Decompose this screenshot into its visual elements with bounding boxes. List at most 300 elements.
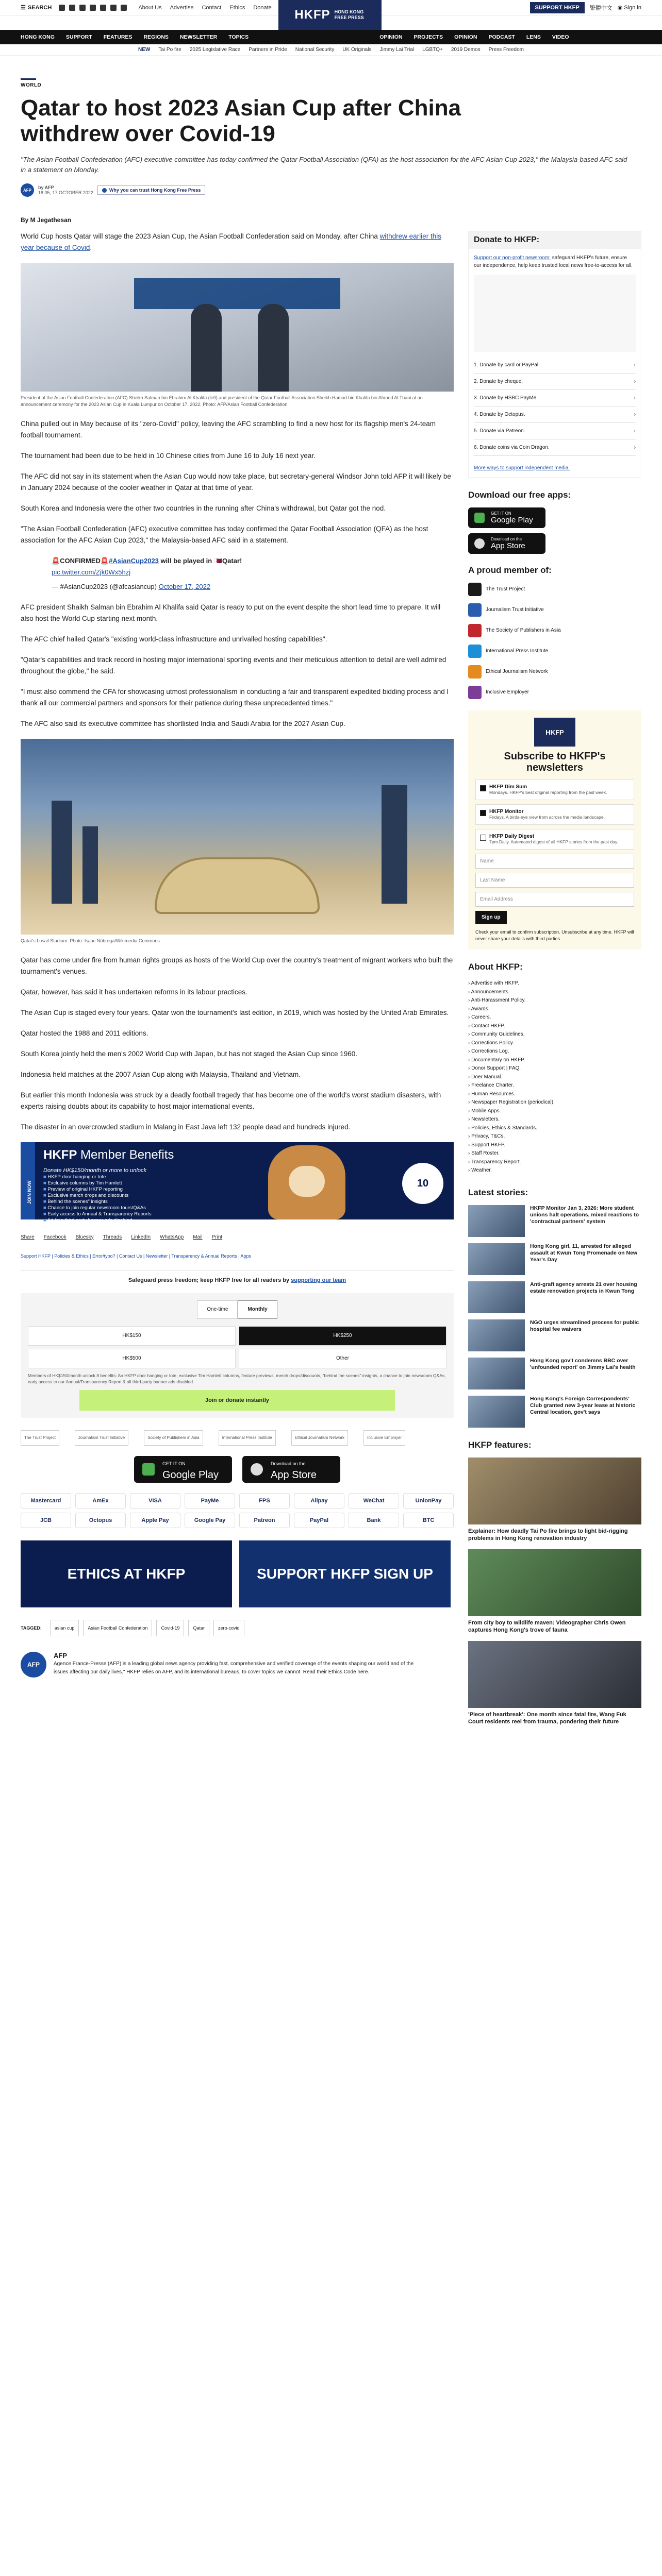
newsletter-option[interactable]: [475, 779, 634, 800]
subnav-item[interactable]: Partners in Pride: [249, 47, 287, 53]
app-small: GET IT ON: [162, 1461, 186, 1466]
name-field[interactable]: Name: [475, 854, 634, 869]
mascot-illustration: [268, 1145, 345, 1219]
linkedin-icon[interactable]: [110, 5, 117, 11]
paragraph: "I must also commend the CFA for showcasing utmost professionalism in conducting a fair and transparent expedited bidding process and I thank all our commercial partners and sponsors for their patience during these unprecedented times.": [21, 688, 449, 707]
freq-monthly[interactable]: Monthly: [238, 1300, 277, 1319]
photo-caption: President of the Asian Football Confederation (AFC) Sheikh Salman bin Ebrahim Al Khalifa (left) and president of the Qatar Football Association Sheikh Hamad bin Khalifa bin Ahmed Al Thani at an announcement ceremony for the 2023 Asian Cup in Kuala Lumpur on October 17, 2022. Photo: AFP/Asian Football Confederation.: [21, 395, 423, 407]
about-link[interactable]: › Community Guidelines.: [468, 1030, 641, 1039]
embedded-tweet: [21, 555, 454, 592]
member-name: Ethical Journalism Network: [486, 669, 548, 674]
benefit-item: ■ Behind the scenes" insights: [43, 1199, 152, 1205]
sidebar-app-buttons: [468, 507, 641, 554]
hamburger-icon: ☰: [21, 5, 26, 11]
partner-logo[interactable]: International Press Institute: [219, 1430, 276, 1446]
paragraph: The AFC did not say in its statement when the Asian Cup would now take place, but secretary-general Windsor John told AFP it will likely be in January 2024 because of the cooler weather in Qatar at that time of year.: [21, 472, 451, 492]
language-link[interactable]: 繁體中文: [589, 5, 613, 11]
nav-item[interactable]: LENS: [526, 34, 541, 40]
member-name: The Society of Publishers in Asia: [486, 628, 561, 633]
story-item[interactable]: [468, 1396, 641, 1428]
promo-title-rest: Member Benefits: [77, 1148, 174, 1162]
partner-logo[interactable]: Ethical Journalism Network: [291, 1430, 348, 1446]
subnav-item[interactable]: Press Freedom: [488, 47, 524, 53]
partner-logo[interactable]: Society of Publishers in Asia: [144, 1430, 203, 1446]
subnav-item[interactable]: 2019 Demos: [451, 47, 481, 53]
byline-author[interactable]: by AFP: [38, 185, 54, 190]
newsletter-option[interactable]: [475, 804, 634, 825]
story-thumbnail: [468, 1358, 525, 1389]
feature-image[interactable]: [468, 1458, 641, 1524]
tweet-line: [52, 555, 454, 567]
partner-logo[interactable]: Journalism Trust Initiative: [75, 1430, 128, 1446]
ipi-icon: [468, 645, 482, 658]
byline: [21, 183, 205, 197]
tag-chip[interactable]: zero-covid: [213, 1620, 244, 1636]
footer-links[interactable]: Support HKFP | Policies & Ethics | Error/typo? | Contact Us | Newsletter | Transparency & Annual Reports | Apps: [21, 1253, 252, 1259]
partner-logos: [21, 1430, 454, 1446]
nav-item[interactable]: VIDEO: [552, 34, 569, 40]
donate-graphic: [474, 275, 636, 352]
photo-backdrop: [134, 278, 340, 309]
donate-ways: [474, 357, 636, 456]
promo-title-bold: HKFP: [43, 1148, 77, 1162]
paragraph: "The Asian Football Confederation (AFC) executive committee has today confirmed the Qatar Football Association (QFA) as the host association for the AFC Asian Cup 2023," the Malaysia-based AFC said in a statement.: [21, 525, 428, 544]
story-item[interactable]: [468, 1243, 641, 1275]
about-link[interactable]: › Weather.: [468, 1166, 641, 1175]
feature-title[interactable]: 'Piece of heartbreak': One month since fatal fire, Wang Fuk Court residents reel from trauma, pondering their future: [468, 1711, 626, 1725]
about-link[interactable]: › Advertise with HKFP.: [468, 979, 641, 988]
nav-item[interactable]: REGIONS: [143, 34, 169, 40]
email-field[interactable]: Email Address: [475, 892, 634, 907]
inline-link[interactable]: withdrew earlier this year because of Covid: [21, 232, 441, 251]
tweet-source: — #AsianCup2023 (@afcasiancup): [52, 583, 159, 590]
tag-chip[interactable]: asian cup: [50, 1620, 79, 1636]
donate-intro-text: safeguard HKFP's future, ensure our independence, help keep trusted local news free-to-access for all.: [474, 255, 633, 268]
promo-tagline: Donate HK$150/month or more to unlock: [43, 1167, 146, 1174]
donate-way-label: 5. Donate via Patreon.: [474, 428, 525, 434]
about-link[interactable]: › Support HKFP.: [468, 1141, 641, 1150]
app-small: Download on the: [271, 1461, 306, 1466]
ejn-icon: [468, 665, 482, 679]
feature-image[interactable]: [468, 1549, 641, 1616]
trust-icon: [102, 188, 107, 193]
tag-list: [21, 1620, 454, 1636]
author-avatar[interactable]: AFP: [21, 183, 34, 197]
app-small: GET IT ON: [491, 511, 511, 516]
payment-logo[interactable]: WeChat: [349, 1493, 399, 1509]
share-bluesky-button[interactable]: Bluesky: [75, 1234, 94, 1240]
social-icons: [59, 5, 127, 11]
subnav-item[interactable]: Tai Po fire: [158, 47, 181, 53]
search-label: SEARCH: [27, 4, 52, 11]
photo-figure: [191, 304, 222, 392]
subnav-item[interactable]: 2025 Legislative Race: [189, 47, 241, 53]
about-link[interactable]: › Transparency Report.: [468, 1158, 641, 1167]
benefit-item: ■ Exclusive columns by Tim Hamlett: [43, 1180, 152, 1187]
donate-way[interactable]: [474, 374, 636, 390]
bio-text: [54, 1652, 415, 1677]
signup-button[interactable]: Sign up: [475, 911, 507, 924]
paragraph: [21, 231, 454, 253]
safe-text: Safeguard press freedom; keep HKFP free for all readers by: [128, 1277, 291, 1283]
inclusive-employer-icon: [468, 686, 482, 699]
payment-logo[interactable]: Octopus: [75, 1513, 126, 1528]
chevron-right-icon: ›: [634, 379, 636, 384]
share-label: Share: [21, 1234, 35, 1240]
share-mail-button[interactable]: Mail: [193, 1234, 203, 1240]
paragraph: South Korea jointly held the men's 2002 World Cup with Japan, but has not staged the Asian Cup since 1960.: [21, 1050, 357, 1058]
benefit-item: ■ Ad-free third party banner ads disabled: [43, 1217, 152, 1224]
facebook-icon[interactable]: [59, 5, 65, 11]
nav-item[interactable]: OPINION: [379, 34, 403, 40]
about-link[interactable]: › Documentary on HKFP.: [468, 1056, 641, 1065]
photo-figure: [258, 304, 289, 392]
donate-widget: [21, 1293, 454, 1418]
donate-way-label: 2. Donate by cheque.: [474, 379, 523, 384]
app-store-button[interactable]: [242, 1456, 340, 1483]
about-link[interactable]: › Doer Manual.: [468, 1073, 641, 1082]
paragraph: Qatar, however, has said it has undertaken reforms in its labour practices.: [21, 988, 247, 996]
story-thumbnail: [468, 1396, 525, 1428]
payment-logo[interactable]: Alipay: [294, 1493, 344, 1509]
newsletter-desc: Fridays. A birds-eye view from across the media landscape.: [489, 815, 605, 820]
story-thumbnail: [468, 1281, 525, 1313]
about-link[interactable]: › Mobile Apps.: [468, 1107, 641, 1116]
donate-way[interactable]: [474, 439, 636, 456]
benefit-item: ■ Early access to Annual & Transparency Reports: [43, 1211, 152, 1217]
paragraph: "Qatar's capabilities and track record in hosting major international sporting events and their meticulous attention to detail are well admired throughout the globe," he said.: [21, 656, 446, 675]
promo-title: [43, 1149, 174, 1161]
subnav-item[interactable]: LGBTQ+: [422, 47, 443, 53]
app-big: Google Play: [162, 1469, 219, 1481]
jti-icon: [468, 603, 482, 617]
app-big: Google Play: [491, 516, 533, 524]
paragraph: China pulled out in May because of its "zero-Covid" policy, leaving the AFC scrambling to find a new host for its flagship men's 24-team football tournament.: [21, 420, 436, 439]
story-item[interactable]: [468, 1205, 641, 1237]
x-icon[interactable]: [69, 5, 75, 11]
promo-side-text: JOIN NOW: [27, 1180, 32, 1204]
about-link[interactable]: › Staff Roster.: [468, 1149, 641, 1158]
app-store-button[interactable]: [468, 533, 545, 554]
paragraph: South Korea and Indonesia were the other two countries in the running after China's withdrawal, but Qatar got the nod.: [21, 504, 386, 512]
payment-logo[interactable]: PayPal: [294, 1513, 344, 1528]
paragraph: The disaster in an overcrowded stadium in Malang in East Java left 132 people dead and hundreds injured.: [21, 1123, 351, 1131]
donate-way-label: 1. Donate by card or PayPal.: [474, 362, 540, 368]
more-ways-link[interactable]: More ways to support independent media.: [474, 465, 570, 471]
about-list: [468, 979, 641, 1175]
trust-project-icon: [468, 583, 482, 596]
story-item[interactable]: [468, 1281, 641, 1313]
donate-way-label: 6. Donate coins via Coin Dragon.: [474, 445, 550, 450]
tweet-hashtag[interactable]: #AsianCup2023: [109, 557, 159, 565]
article-author: By M Jegathesan: [21, 216, 72, 224]
partner-logo[interactable]: The Trust Project: [21, 1430, 59, 1446]
newsletter-name: HKFP Daily Digest: [489, 834, 535, 839]
subnav-item[interactable]: UK Originals: [342, 47, 372, 53]
latest-stories: [468, 1205, 641, 1428]
amount-options: [28, 1326, 446, 1368]
chevron-right-icon: ›: [634, 445, 636, 450]
paragraph: The AFC also said its executive committee has shortlisted India and Saudi Arabia for the 2027 Asian Cup.: [21, 720, 345, 727]
nav-item[interactable]: FEATURES: [103, 34, 133, 40]
payment-logo[interactable]: PayMe: [185, 1493, 235, 1509]
kicker-bar: [21, 78, 36, 80]
support-team-link[interactable]: supporting our team: [291, 1277, 346, 1283]
about-heading: About HKFP:: [468, 962, 523, 972]
member-logo[interactable]: [468, 583, 641, 596]
member-logo[interactable]: [468, 665, 641, 679]
benefit-item: ■ Exclusive merch drops and discounts: [43, 1193, 152, 1199]
paragraph: The tournament had been due to be held in 10 Chinese cities from June 16 to July 16 next year.: [21, 452, 316, 460]
user-icon: ◉: [617, 5, 624, 11]
newsletter-logo: HKFP: [534, 718, 575, 747]
google-play-button[interactable]: [134, 1456, 232, 1483]
bio-name[interactable]: AFP: [54, 1652, 67, 1659]
support-hkfp-button[interactable]: SUPPORT HKFP: [530, 2, 585, 13]
story-item[interactable]: [468, 1358, 641, 1389]
member-logo[interactable]: [468, 686, 641, 699]
donate-way[interactable]: [474, 423, 636, 439]
bio-desc: Agence France-Presse (AFP) is a leading global news agency providing fast, comprehensive and verified coverage of the events shaping our world and of the issues affecting our daily lives." HKFP relies on AFP, and its international bureaus, to cover topics we cannot. Read their Ethics Code here.: [54, 1661, 414, 1675]
safeguard-banner: [21, 1270, 454, 1286]
app-small: Download on the: [491, 537, 522, 541]
paragraph: Qatar has come under fire from human rights groups as hosts of the World Cup over the country's treatment of migrant workers who built the tournament's venues.: [21, 956, 453, 975]
story-thumbnail: [468, 1205, 525, 1237]
tweet-text: will be played in 🇶🇦Qatar!: [158, 557, 242, 565]
photo-building: [52, 801, 72, 904]
about-link[interactable]: › Corrections Log.: [468, 1047, 641, 1056]
about-link[interactable]: › Newspaper Registration (periodical).: [468, 1098, 641, 1107]
benefit-item: ■ Preview of original HKFP reporting: [43, 1187, 152, 1193]
byline-date: 18:05, 17 OCTOBER 2022: [38, 190, 93, 195]
nav-item[interactable]: NEWSLETTER: [179, 34, 218, 40]
amount-option[interactable]: Other: [239, 1349, 446, 1368]
trust-link[interactable]: [97, 185, 206, 195]
sopa-icon: [468, 624, 482, 637]
payment-logo[interactable]: Bank: [349, 1513, 399, 1528]
paragraph: The AFC chief hailed Qatar's "existing world-class infrastructure and unrivalled hosting capabilities".: [21, 635, 327, 643]
top-link[interactable]: Contact: [202, 4, 222, 11]
tag-chip[interactable]: Asian Football Confederation: [83, 1620, 152, 1636]
top-link[interactable]: Advertise: [170, 4, 194, 11]
member-name: Journalism Trust Initiative: [486, 607, 544, 613]
newsletter-desc: 7pm Daily. Automated digest of all HKFP stories from the past day.: [489, 839, 618, 844]
paragraph: Qatar hosted the 1988 and 2011 editions.: [21, 1029, 148, 1037]
tagged-label: TAGGED:: [21, 1625, 42, 1631]
top-link[interactable]: Donate: [253, 4, 272, 11]
article-subtitle: "The Asian Football Confederation (AFC) executive committee has today confirmed the Qatar Football Association (QFA) as the host association for the AFC Asian Cup 2023," the Malaysia-based AFC said in a statement on Monday.: [21, 156, 627, 174]
member-heading: A proud member of:: [468, 565, 552, 575]
nav-item[interactable]: PROJECTS: [413, 34, 443, 40]
latest-heading: Latest stories:: [468, 1187, 528, 1197]
donate-heading: Donate to HKFP:: [469, 231, 641, 249]
about-link[interactable]: › Corrections Policy.: [468, 1039, 641, 1048]
frequency-toggle: [28, 1300, 446, 1319]
paragraph: The Asian Cup is staged every four years. Qatar won the tournament's last edition, in 2019, which was hosted by the United Arab Emirates.: [21, 1009, 449, 1016]
about-link[interactable]: › Newsletters.: [468, 1115, 641, 1124]
logo-sub: HONG KONG FREE PRESS: [334, 9, 364, 20]
join-donate-button[interactable]: Join or donate instantly: [79, 1390, 395, 1411]
freq-one-time[interactable]: One-time: [197, 1300, 238, 1319]
donate-way[interactable]: [474, 406, 636, 423]
payment-logo[interactable]: UnionPay: [403, 1493, 454, 1509]
donate-note: Members of HK$150/month unlock 8 benefits: An HKFP door hanging or tote, exclusive Tim Hamlett columns, feature previews, merch drops/discounts, "behind the scenes" insights, a chance to join newsroom Q&As, early access to our Annual/Transparency Report & all third-party banner ads disabled.: [28, 1373, 446, 1384]
amount-option[interactable]: HK$500: [28, 1349, 236, 1368]
about-link[interactable]: › Donor Support | FAQ.: [468, 1064, 641, 1073]
donate-box: [468, 231, 641, 478]
sidebar: [468, 231, 641, 1733]
nav-item[interactable]: SUPPORT: [65, 34, 92, 40]
site-logo[interactable]: [278, 0, 382, 30]
share-linkedin-button[interactable]: LinkedIn: [131, 1234, 151, 1240]
nav-item[interactable]: PODCAST: [488, 34, 515, 40]
about-link[interactable]: › Announcements.: [468, 988, 641, 997]
newsletter-option[interactable]: [475, 829, 634, 850]
support-ad[interactable]: SUPPORT HKFP SIGN UP: [239, 1540, 451, 1607]
app-big: App Store: [271, 1469, 317, 1481]
afp-logo[interactable]: AFP: [21, 1652, 46, 1677]
features-list: [468, 1458, 641, 1725]
donate-way[interactable]: [474, 357, 636, 374]
payment-logo[interactable]: VISA: [130, 1493, 180, 1509]
subnav-item[interactable]: National Security: [295, 47, 335, 53]
stadium-photo: [21, 739, 454, 935]
chevron-right-icon: ›: [634, 428, 636, 434]
story-title: Hong Kong's Foreign Correspondents' Club granted new 3-year lease at historic Central location, gov't says: [530, 1395, 636, 1415]
story-thumbnail: [468, 1319, 525, 1351]
article-photo: [21, 263, 454, 392]
paragraph-text: World Cup hosts Qatar will stage the 2023 Asian Cup, the Asian Football Confederation said on Monday, after China: [21, 232, 380, 240]
last-name-field[interactable]: Last Name: [475, 873, 634, 888]
top-link[interactable]: About Us: [138, 4, 162, 11]
donate-intro: [474, 254, 636, 269]
member-logo[interactable]: [468, 645, 641, 658]
share-print-button[interactable]: Print: [211, 1234, 223, 1240]
section-kicker[interactable]: WORLD: [21, 82, 42, 88]
search-button[interactable]: [21, 4, 52, 11]
trust-label: Why you can trust Hong Kong Free Press: [109, 188, 201, 193]
donate-way-label: 3. Donate by HSBC PayMe.: [474, 395, 538, 401]
story-title: Anti-graft agency arrests 21 over housing estate renovation projects in Kwun Tong: [530, 1281, 637, 1294]
about-link[interactable]: › Careers.: [468, 1013, 641, 1022]
main-nav: [0, 30, 662, 44]
payment-logo[interactable]: Apple Pay: [130, 1513, 180, 1528]
new-badge: NEW: [138, 47, 151, 53]
sub-nav: [0, 44, 662, 56]
chevron-right-icon: ›: [634, 362, 636, 368]
about-link[interactable]: › Anti-Harassment Policy.: [468, 996, 641, 1005]
feature-title[interactable]: From city boy to wildlife maven: Videographer Chris Owen captures Hong Kong's trove of fauna: [468, 1619, 626, 1633]
google-play-button[interactable]: [468, 507, 545, 528]
member-logo[interactable]: [468, 624, 641, 637]
tweet-text: 🚨CONFIRMED🚨: [52, 557, 109, 565]
amount-option[interactable]: HK$150: [28, 1326, 236, 1346]
tag-chip[interactable]: Covid-19: [156, 1620, 184, 1636]
payment-logo[interactable]: Google Pay: [185, 1513, 235, 1528]
member-logo[interactable]: [468, 603, 641, 617]
instagram-icon[interactable]: [79, 5, 86, 11]
app-big: App Store: [491, 541, 525, 550]
nav-item[interactable]: TOPICS: [228, 34, 249, 40]
member-benefits-banner[interactable]: [21, 1142, 454, 1223]
paragraph-text: .: [90, 244, 92, 251]
signin-link[interactable]: [618, 4, 641, 11]
logo-main: HKFP: [294, 8, 330, 22]
apps-heading: Download our free apps:: [468, 490, 571, 500]
about-link[interactable]: › Contact HKFP.: [468, 1022, 641, 1031]
payment-logo[interactable]: Patreon: [239, 1513, 290, 1528]
author-bio: [21, 1652, 454, 1677]
about-link[interactable]: › Human Resources.: [468, 1090, 641, 1099]
top-link[interactable]: Ethics: [229, 4, 245, 11]
benefit-list: [43, 1174, 152, 1224]
app-buttons: [21, 1456, 454, 1483]
paragraph: AFC president Shaikh Salman bin Ebrahim Al Khalifa said Qatar is ready to put on the event despite the short lead time to prepare. It will also host the World Cup starting next month.: [21, 603, 441, 622]
story-title: Hong Kong gov't condemns BBC over 'unfounded report' on Jimmy Lai's health: [530, 1357, 636, 1370]
tweet-date-link[interactable]: October 17, 2022: [158, 583, 211, 590]
article-title: Qatar to host 2023 Asian Cup after China withdrew over Covid-19: [21, 95, 461, 146]
benefit-item: ■ Chance to join regular newsroom tours/Q&As: [43, 1205, 152, 1211]
payment-logo[interactable]: JCB: [21, 1513, 71, 1528]
tweet-pic-link[interactable]: pic.twitter.com/Zjk0Wx5hzj: [52, 568, 131, 576]
member-name: International Press Institute: [486, 648, 549, 654]
subnav-item[interactable]: Jimmy Lai Trial: [379, 47, 415, 53]
threads-icon[interactable]: [90, 5, 96, 11]
donate-intro-link[interactable]: Support our non-profit newsroom:: [474, 255, 551, 261]
story-item[interactable]: [468, 1319, 641, 1351]
nav-item[interactable]: OPINION: [454, 34, 477, 40]
newsletter-name: HKFP Monitor: [489, 809, 524, 815]
feature-title[interactable]: Explainer: How deadly Tai Po fire brings to light bid-rigging problems in Hong Kong renovation industry: [468, 1528, 628, 1541]
youtube-icon[interactable]: [100, 5, 106, 11]
photo-building: [82, 826, 98, 904]
share-facebook-button[interactable]: Facebook: [43, 1234, 67, 1240]
about-link[interactable]: › Awards.: [468, 1005, 641, 1014]
newsletter-heading: Subscribe to HKFP's newsletters: [504, 751, 606, 773]
payment-logo[interactable]: AmEx: [75, 1493, 126, 1509]
member-name: The Trust Project: [486, 586, 525, 592]
partner-logo[interactable]: Inclusive Employer: [363, 1430, 405, 1446]
tag-chip[interactable]: Qatar: [188, 1620, 209, 1636]
ethics-ad[interactable]: ETHICS AT HKFP: [21, 1540, 232, 1607]
payment-logo[interactable]: FPS: [239, 1493, 290, 1509]
paragraph: Indonesia held matches at the 2007 Asian Cup along with Malaysia, Thailand and Vietnam.: [21, 1071, 301, 1078]
benefit-item: ■ HKFP door hanging or tote: [43, 1174, 152, 1180]
share-whatsapp-button[interactable]: WhatsApp: [160, 1234, 184, 1240]
donate-way[interactable]: [474, 390, 636, 406]
share-threads-button[interactable]: Threads: [103, 1234, 122, 1240]
feature-image[interactable]: [468, 1641, 641, 1708]
anniversary-badge: 10: [402, 1163, 443, 1204]
newsletter-desc: Mondays. HKFP's best original reporting from the past week.: [489, 790, 607, 795]
nav-item[interactable]: HONG KONG: [21, 34, 55, 40]
chevron-right-icon: ›: [634, 412, 636, 417]
payment-methods: [21, 1493, 454, 1528]
about-link[interactable]: › Freelance Charter.: [468, 1081, 641, 1090]
amount-option[interactable]: HK$250: [239, 1326, 446, 1346]
payment-logo[interactable]: Mastercard: [21, 1493, 71, 1509]
telegram-icon[interactable]: [121, 5, 127, 11]
paragraph: But earlier this month Indonesia was struck by a deadly football tragedy that has become one of the world's worst stadium disasters, with experts raising doubts about its capability to host major international events.: [21, 1091, 441, 1110]
share-bar: [21, 1232, 454, 1243]
stadium-shape: [155, 857, 320, 914]
about-link[interactable]: › Policies, Ethics & Standards.: [468, 1124, 641, 1133]
photo-caption: Qatar's Lusail Stadium. Photo: Isaac Nóbrega/Wikimedia Commons.: [21, 938, 161, 943]
payment-logo[interactable]: BTC: [403, 1513, 454, 1528]
member-logos: [468, 583, 641, 699]
story-thumbnail: [468, 1243, 525, 1275]
about-link[interactable]: › Privacy, T&Cs.: [468, 1132, 641, 1141]
